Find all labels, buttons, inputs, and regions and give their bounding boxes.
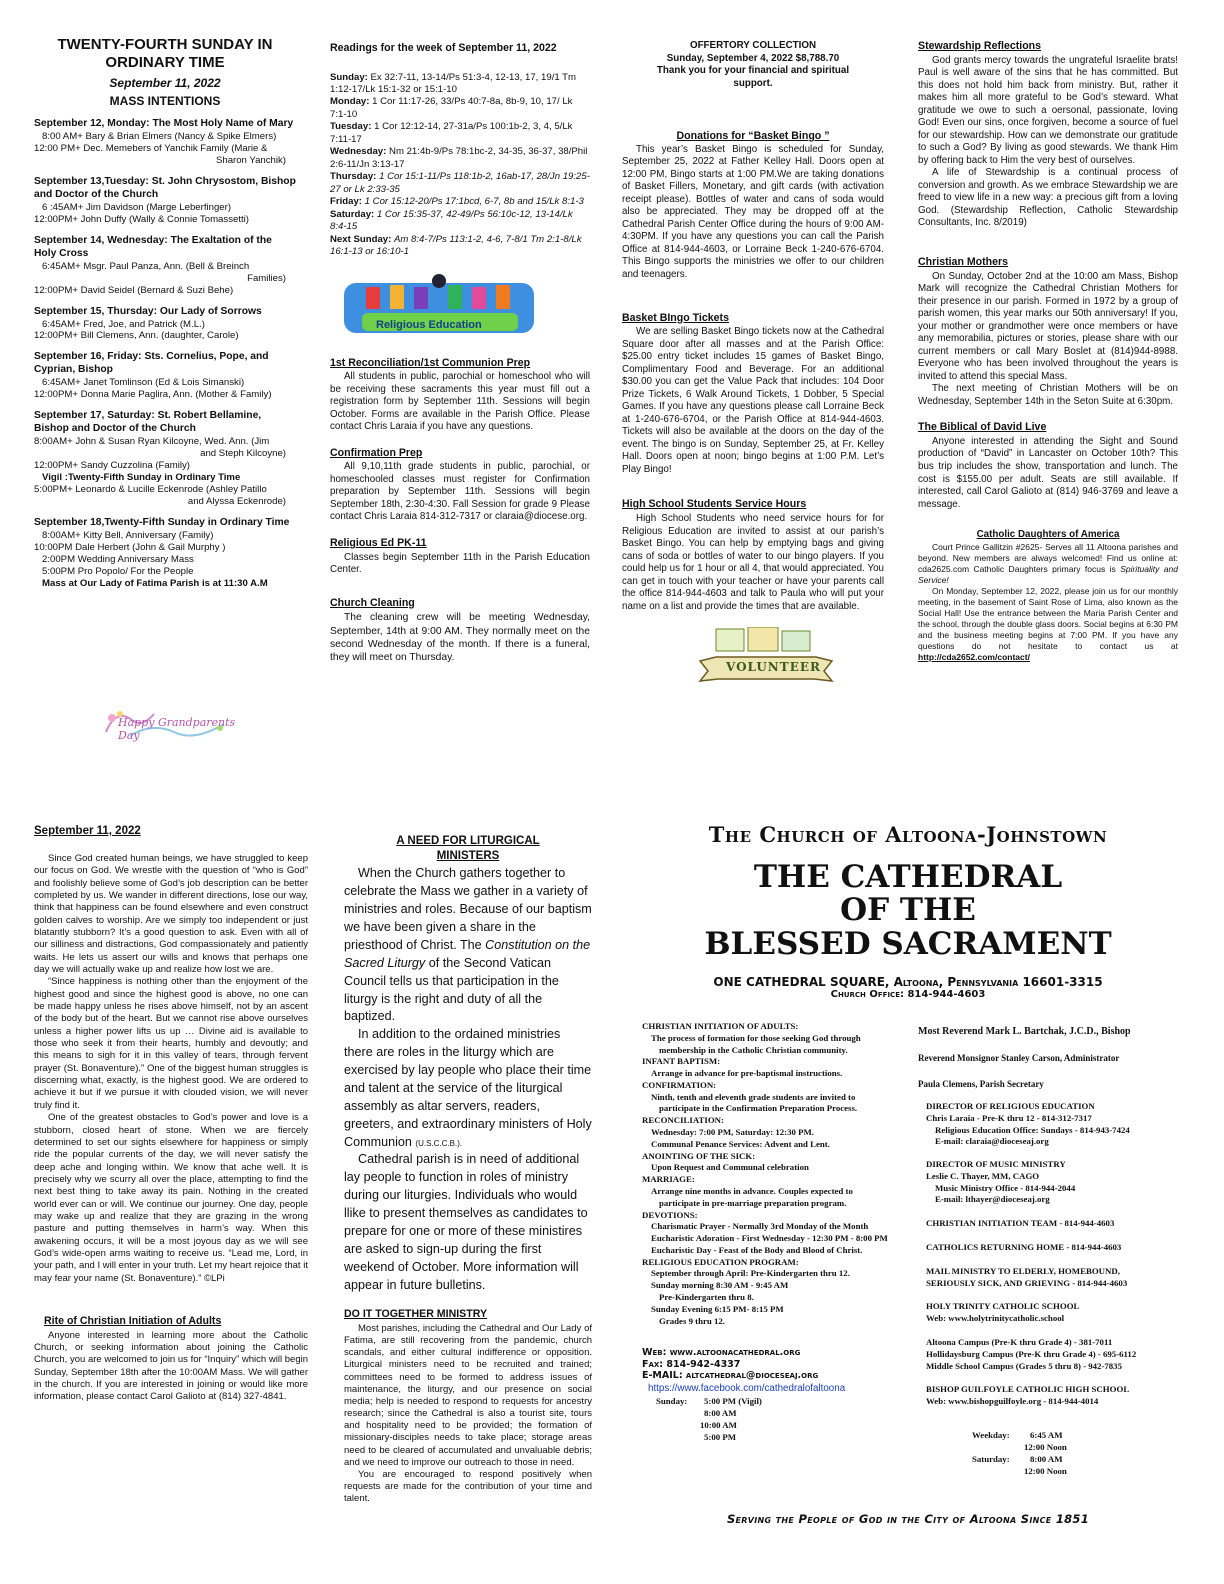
directory-block bbox=[926, 1218, 1208, 1230]
grandparents-day-text: Happy Grandparents Day bbox=[118, 716, 236, 742]
together-body-2: You are encouraged to respond positively when requests are made for the contribution of your time and talent. bbox=[344, 1468, 592, 1505]
liturgical-body-2 bbox=[344, 1026, 592, 1151]
reading-day: Thursday: bbox=[330, 171, 377, 183]
donations-body: This year’s Basket Bingo is scheduled for Sunday, September 25, 2022 at Father Kelley Hall. Doors open at 12:00 PM, Bingo starts at 1:00 PM.We are taking donations of Basket Fillers, Monetary, and gift cards (with activation receipt please). Bottles of water and cans of soda would also be appreciated. They may be dropped off at the Cathedral Parish Center Office during the hours of 9:00 AM-4:30PM. If you have any questions you can call the Parish Office at 814-944-4603, or Lorraine Beck 1-240-676-6704. This Bingo supports the ministries we offer to our children and teenagers. bbox=[622, 143, 884, 280]
secretary-name: Paula Clemens, Parish Secretary bbox=[918, 1079, 1044, 1089]
religious-education-art-text: Religious Education bbox=[376, 318, 482, 331]
sacrament-line: participate in the Confirmation Preparation Process. bbox=[659, 1103, 858, 1114]
sacrament-line: The process of formation for those seeking God through bbox=[651, 1032, 861, 1043]
liturgical-constitution: Constitution on the Sacred Liturgy bbox=[344, 937, 591, 970]
liturgical-body-1c: of the Second Vatican Council tells us that participation in the liturgy is the right and duty of all the baptized. bbox=[344, 955, 559, 1024]
reading-text: 1 Cor 15:1-11/Ps 118:1b-2, 16ab-17, 28/Jn 19:25-27 or Lk 2:33-35 bbox=[330, 171, 590, 195]
sacrament-line: Arrange in advance for pre-baptismal instructions. bbox=[651, 1068, 843, 1079]
offertory-thanks: Thank you for your financial and spiritual bbox=[656, 65, 850, 77]
directory-block bbox=[926, 1337, 1208, 1372]
volunteer-art-text: VOLUNTEER bbox=[726, 660, 821, 675]
intention-heading: September 15, Thursday: Our Lady of Sorrows bbox=[34, 305, 262, 317]
reading-entry bbox=[330, 121, 590, 146]
email-link[interactable]: E-MAIL: altcathedral@dioceseaj.org bbox=[642, 1370, 819, 1382]
reading-day: Tuesday: bbox=[330, 121, 372, 133]
directory-line: Chris Laraia - Pre-K thru 12 - 814-312-7317 bbox=[926, 1112, 1092, 1123]
intention-line: 6:45AM+ Msgr. Paul Panza, Ann. (Bell & Breinch bbox=[42, 260, 250, 272]
liturgical-body-1a: When the Church gathers together to celebrate the Mass we gather in a variety of ministries and roles. Because of our baptism we have been given a share in the priesthood of Christ. The bbox=[344, 866, 592, 952]
fax-number: Fax: 814-942-4337 bbox=[642, 1358, 741, 1370]
intention-block bbox=[34, 176, 296, 226]
reading-entry bbox=[330, 96, 590, 121]
diocese-name: The Church of Altoona-Johnstown bbox=[708, 822, 1108, 847]
directory-line: SERIOUSLY SICK, AND GRIEVING - 814-944-4603 bbox=[926, 1277, 1128, 1288]
intention-heading: September 16, Friday: Sts. Cornelius, Pope, and Cyprian, Bishop bbox=[34, 351, 269, 376]
sacrament-line: participate in pre-marriage preparation program. bbox=[659, 1197, 847, 1208]
intention-line: 6:45AM+ Fred, Joe, and Patrick (M.L.) bbox=[42, 318, 205, 330]
directory-line: Hollidaysburg Campus (Pre-K thru Grade 4) - 695-6112 bbox=[926, 1348, 1137, 1359]
grandparents-day-art bbox=[100, 702, 236, 746]
reflection-heading: September 11, 2022 bbox=[34, 825, 141, 837]
sacrament-line: Charismatic Prayer - Normally 3rd Monday of the Month bbox=[651, 1221, 869, 1232]
directory-line: Music Ministry Office - 814-944-2044 bbox=[935, 1182, 1076, 1193]
together-heading: DO IT TOGETHER MINISTRY bbox=[344, 1308, 488, 1321]
cda-body-2 bbox=[918, 586, 1178, 663]
liturgical-body bbox=[344, 865, 592, 1294]
website-link[interactable]: Web: www.altoonacathedral.org bbox=[642, 1347, 801, 1359]
offertory-thanks-2: support. bbox=[733, 77, 773, 89]
intention-line: 5:00PM+ Leonardo & Lucille Eckenrode (Ashley Patillo bbox=[34, 483, 267, 495]
service-hours-body: High School Students who need service hours for for Religious Education are invited to assist at our parish’s Basket Bingo. You can help by emptying bags and giving cans of soda or bottles of water to our bingo players. If you could help us for 1 hour or all 4, that would appreciated. You can get in touch with your teacher or have your parents call the office 814-944-4603 and talk to Paula who will put your name on a list and provide the times that are available. bbox=[622, 512, 884, 612]
mass-intentions-title: MASS INTENTIONS bbox=[109, 94, 221, 109]
intention-block bbox=[34, 410, 296, 508]
sacrament-line: Pre-Kindergarten thru 8. bbox=[659, 1291, 754, 1302]
intention-line: 10:00PM Dale Herbert (John & Gail Murphy ) bbox=[34, 541, 226, 553]
religious-ed-pk-body: Classes begin September 11th in the Parish Education Center. bbox=[330, 551, 590, 576]
reading-day: Next Sunday: bbox=[330, 233, 392, 245]
saturday-time: 8:00 AM bbox=[1030, 1453, 1063, 1464]
staff-directory bbox=[918, 1026, 1208, 1482]
sacrament-line: Eucharistic Day - Feast of the Body and Blood of Christ. bbox=[651, 1244, 863, 1255]
directory-line: Web: www.holytrinitycatholic.school bbox=[926, 1313, 1065, 1324]
intention-line: 8:00AM+ Kitty Bell, Anniversary (Family) bbox=[42, 529, 214, 541]
stewardship-heading: Stewardship Reflections bbox=[918, 40, 1042, 52]
directory-line: Web: www.bishopguilfoyle.org - 814-944-4014 bbox=[926, 1396, 1099, 1407]
liturgical-heading-1: A NEED FOR LITURGICAL bbox=[396, 835, 540, 847]
intention-line: 12:00PM+ Bill Clemens, Ann. (daughter, Carole) bbox=[34, 330, 239, 342]
reading-entry bbox=[330, 171, 590, 196]
intention-line: 12:00PM+ John Duffy (Wally & Connie Tomassetti) bbox=[34, 213, 249, 225]
sacrament-line: MARRIAGE: bbox=[642, 1174, 695, 1185]
volunteer-art-graphic bbox=[696, 627, 836, 685]
reflection-body-1: Since God created human beings, we have struggled to keep our focus on God. We wrestle with the question of “who is God” and foolishly believe some of God’s job description can be better completed by us. We wander in different directions, lose our way, think that happiness can be found elsewhere and even construct golden calves to worship. Are we simply too independent or just blatantly stubborn? It’s a good question to ask. Even with all of our silliness and distractions, God compassionately and patiently waits. He lets us assert our wills and knows that perhaps one day we will actually wake up and realize how lost we are. bbox=[34, 852, 308, 976]
cathedral-address: ONE CATHEDRAL SQUARE, Altoona, Pennsylvania 16601-3315 bbox=[713, 975, 1103, 990]
directory-line: DIRECTOR OF MUSIC MINISTRY bbox=[926, 1159, 1066, 1170]
reading-entry bbox=[330, 196, 590, 208]
sacrament-line: Eucharistic Adoration - First Wednesday - 12:30 PM - 8:00 PM bbox=[651, 1233, 888, 1244]
directory-line: Religious Education Office: Sundays - 814-943-7424 bbox=[935, 1124, 1130, 1135]
intention-heading: September 12, Monday: The Most Holy Name of Mary bbox=[34, 118, 294, 130]
rcia-body: Anyone interested in learning more about the Catholic Church, or seeking information about joining the Catholic Church, you are welcomed to join us for “Inquiry” which will begin Sunday, September 18th after the 10:00AM Mass. We will gather in the church. If you are interested in joining or would like more information, please contact Carol Galioto at (814) 327-4841. bbox=[34, 1329, 308, 1403]
intention-line: and Steph Kilcoyne) bbox=[200, 447, 286, 459]
sacrament-line: Arrange nine months in advance. Couples expected to bbox=[651, 1185, 853, 1196]
sunday-time: 10:00 AM bbox=[700, 1420, 737, 1431]
sacrament-line: CHRISTIAN INITIATION OF ADULTS: bbox=[642, 1021, 799, 1031]
administrator-name: Reverend Monsignor Stanley Carson, Administrator bbox=[918, 1053, 1120, 1063]
intention-line: 8:00 AM+ Bary & Brian Elmers (Nancy & Spike Elmers) bbox=[42, 131, 277, 143]
weekday-time: 12:00 Noon bbox=[1024, 1441, 1067, 1452]
offertory-column bbox=[622, 40, 884, 685]
intention-block bbox=[34, 118, 296, 167]
intention-line: 12:00PM+ Sandy Cuzzolina (Family) bbox=[34, 459, 190, 471]
service-hours-heading: High School Students Service Hours bbox=[622, 498, 807, 511]
directory-line: DIRECTOR OF RELIGIOUS EDUCATION bbox=[926, 1101, 1095, 1111]
sacrament-line: Ninth, tenth and eleventh grade students are invited to bbox=[651, 1091, 856, 1102]
sacrament-line: Sunday morning 8:30 AM - 9:45 AM bbox=[651, 1280, 789, 1291]
rcia-heading: Rite of Christian Initiation of Adults bbox=[44, 1314, 222, 1327]
stewardship-body-2: A life of Stewardship is a continual process of conversion and growth. As we embrace Stewardship we are freed to view life in a new way: a precious gift from a loving God. (Stewardship Reflection, Catholic Stewardship Consultants, Inc. 8/2019) bbox=[918, 167, 1178, 229]
intention-block bbox=[34, 517, 296, 590]
reading-text: 1 Cor 15:35-37, 42-49/Ps 56:10c-12, 13-14/Lk 8:4-15 bbox=[330, 208, 573, 233]
reading-text: Nm 21:4b-9/Ps 78:1bc-2, 34-35, 36-37, 38/Phil 2:6-11/Jn 3:13-17 bbox=[330, 146, 588, 170]
intention-heading: September 18,Twenty-Fifth Sunday in Ordinary Time bbox=[34, 516, 290, 528]
intention-heading: September 17, Saturday: St. Robert Bellamine, Bishop and Doctor of the Church bbox=[34, 410, 262, 435]
weekday-time: 6:45 AM bbox=[1030, 1429, 1063, 1440]
cathedral-title-1: THE CATHEDRAL bbox=[753, 859, 1063, 895]
reading-day: Wednesday: bbox=[330, 146, 387, 158]
directory-block bbox=[926, 1159, 1208, 1206]
directory-line: HOLY TRINITY CATHOLIC SCHOOL bbox=[926, 1301, 1080, 1312]
reading-entry bbox=[330, 234, 590, 259]
reflection-body-2: “Since happiness is nothing other than the enjoyment of the highest good and since the highest good is above, no one can be made happy unless he rises above himself, not by an ascent of the body but of the heart. But we cannot rise above ourselves unless a higher power lifts us up … Divine aid is available to those who seek it from their hearts, humbly and devoutly; and this means to sigh for it in this valley of tears, through fervent prayer (St. Bonaventure).” One of the biggest human struggles is discerning what, exactly, is the highest good. We are ordered to achieve it but if we pursue it with clouded vision, we will never truly find it. bbox=[34, 976, 308, 1111]
together-body-1: Most parishes, including the Cathedral and Our Lady of Fatima, are still recovering from the pandemic, church scandals, and either cultural indifference or opposition. Liturgical ministers need to be recruited and trained; committees need to be formed to address issues of maintenance, the liturgy, and our presence on social media; help is needed to respond to requests for ancestry research; since the Cathedral is also a tourist site, tours and hospitality need to be provided; the formation of missionary-disciples needs to take place; storage areas need to be cleared of accumulated and unvaluable debris; and we need to improve our outreach to those in need. bbox=[344, 1322, 592, 1468]
stewardship-body-1: God grants mercy towards the ungrateful Israelite brats! Paul is well aware of the sins that he has committed. But this does not hold him back from ministry. But, rather it makes him all more grateful to be God’s steward. What gratitude we owe to such a oersonal, passionate, loving God! Even our sins, once forgiven, become a source of fuel for our stewardship. How can we demonstrate our gratitude to such a God? By living as good stewards. We thank Him by offering back to Him the very best of ourselves. bbox=[918, 54, 1178, 166]
offertory-title: OFFERTORY COLLECTION bbox=[689, 40, 817, 51]
reading-entry bbox=[330, 209, 590, 234]
sacrament-line: Wednesday: 7:00 PM, Saturday: 12:30 PM. bbox=[651, 1127, 814, 1138]
intention-line: 12:00 PM+ Dec. Memebers of Yanchik Family (Marie & bbox=[34, 143, 268, 155]
reading-day: Saturday: bbox=[330, 208, 375, 220]
directory-line: MAIL MINISTRY TO ELDERLY, HOMEBOUND, bbox=[926, 1265, 1120, 1276]
reading-entry bbox=[330, 72, 590, 97]
reading-text: Ex 32:7-11, 13-14/Ps 51:3-4, 12-13, 17, 19/1 Tm 1:12-17/Lk 15:1-32 or 15:1-10 bbox=[330, 71, 577, 96]
volunteer-art bbox=[696, 627, 836, 685]
reading-text: 1 Cor 12:12-14, 27-31a/Ps 100:1b-2, 3, 4, 5/Lk 7:11-17 bbox=[330, 121, 573, 145]
liturgical-column bbox=[344, 834, 592, 1505]
cda-contact-link[interactable]: http://cda2652.com/contact/ bbox=[918, 652, 1030, 663]
readings-column bbox=[330, 42, 590, 665]
sunday-title-line2: ORDINARY TIME bbox=[105, 54, 225, 71]
saturday-label: Saturday: bbox=[972, 1453, 1010, 1464]
sunday-label: Sunday: bbox=[656, 1396, 688, 1407]
intention-line: Mass at Our Lady of Fatima Parish is at 11:30 A.M bbox=[42, 577, 268, 589]
reading-text: 1 Cor 11:17-26, 33/Ps 40:7-8a, 8b-9, 10, 17/ Lk 7:1-10 bbox=[330, 96, 573, 120]
reading-day: Monday: bbox=[330, 96, 370, 108]
intention-line: 6:45AM+ Janet Tomlinson (Ed & Lois Simanski) bbox=[42, 377, 245, 389]
directory-line: E-mail: claraia@dioceseaj.org bbox=[935, 1136, 1049, 1147]
directory-block bbox=[926, 1301, 1208, 1325]
intention-line: 6 :45AM+ Jim Davidson (Marge Leberfinger) bbox=[42, 202, 232, 213]
david-live-body: Anyone interested in attending the Sight and Sound production of “David” in Lancaster on October 10th? This bus trip includes the show, transportation and lunch. The cost is $155.00 per adult. Seats are still available. If interested, call Carol Galioto at (814) 946-3769 and leave a message. bbox=[918, 435, 1178, 510]
intention-line: Vigil :Twenty-Fifth Sunday in Ordinary Time bbox=[42, 471, 241, 483]
directory-line: Middle School Campus (Grades 5 thru 8) - 942-7835 bbox=[926, 1360, 1122, 1371]
religious-ed-pk-heading: Religious Ed PK-11 bbox=[330, 536, 427, 549]
intention-line: Families) bbox=[247, 272, 286, 284]
readings-title: Readings for the week of September 11, 2022 bbox=[330, 42, 557, 54]
sacrament-line: DEVOTIONS: bbox=[642, 1209, 698, 1220]
sacrament-line: Grades 9 thru 12. bbox=[659, 1315, 725, 1326]
sunday-date: September 11, 2022 bbox=[109, 75, 221, 90]
bingo-tickets-body: We are selling Basket Bingo tickets now at the Cathedral Square door after all masses and at the Parish Office: $25.00 entry ticket includes 15 games of Basket Bingo, Complimentary Food and Beverage. For an additional $30.00 you can get the Value Pack that includes: 104 Door Prize Tickets, 6 Walk Around Tickets, 1 Dobber, 5 Special Games. If you have any questions please call Lorraine Beck at 1-240-676-6704, or the Parish Office at 814-944-4603. Tickets will also be available at the doors on the day of the event. The bingo is on Sunday, September 25, at Fr. Kelley Hall. Doors open at noon; bingo begins at 1:00 P.M. Let’s Play Bingo! bbox=[622, 326, 884, 475]
reflection-column bbox=[34, 824, 308, 1404]
intention-line: 12:00PM+ Donna Marie Paglira, Ann. (Mother & Family) bbox=[34, 389, 272, 401]
sacrament-line: Sunday Evening 6:15 PM- 8:15 PM bbox=[651, 1303, 784, 1314]
reflection-body-3: One of the greatest obstacles to God’s power and love is a stubborn, closed heart of stone. When we are fiercely determined to set our sights elsewhere for happiness or simply ride the popular currents of the day, we will never satisfy the deep ache and longing within. We know that ache well. It is precisely why we scurry all over the place, attempting to find the next best thing to take away its pain. Nothing in the created world ever can or will. We continue our journey. One day, people may wake up and realize that they are grazing in the wrong pasture and putting themselves in harm’s way. When this awakening occurs, it will be a most joyous day as we will see God’s wide-open arms waiting to receive us. “Lead me, Lord, in your path, and I will enter in your truth. Let my heart rejoice that it may fear your name (St. Bonaventure).” ©LPi bbox=[34, 1112, 308, 1284]
directory-line: BISHOP GUILFOYLE CATHOLIC HIGH SCHOOL bbox=[926, 1384, 1130, 1395]
offertory-amount: Sunday, September 4, 2022 $8,788.70 bbox=[666, 52, 840, 64]
christian-mothers-body-1: On Sunday, October 2nd at the 10:00 am Mass, Bishop Mark will recognize the Cathedral Christian Mothers for their presence in our parish. Formed in 1972 by a group of parish women, this year marks our 50th anniversary! If you, your mother or grandmother were once members or have any memorabilia, pictures or stories, please share with our current members or call Mary Boslet at (814)944-8988. Everyone who has been involved throughout the years is invited to attend this special Mass. bbox=[918, 270, 1178, 382]
reconciliation-heading: 1st Reconciliation/1st Communion Prep bbox=[330, 356, 531, 369]
intention-line: 2:00PM Wedding Anniversary Mass bbox=[42, 553, 194, 565]
reading-day: Sunday: bbox=[330, 71, 368, 83]
reconciliation-body: All students in public, parochial or homeschool who will be receiving these sacraments this year must fill out a registration form by September 11th. Sessions will begin October. Forms are available in the Parish Office. Please contact Chris Laraia if you have any questions. bbox=[330, 371, 590, 433]
sacrament-line: RECONCILIATION: bbox=[642, 1115, 724, 1126]
intention-heading: September 13,Tuesday: St. John Chrysostom, Bishop and Doctor of the Church bbox=[34, 176, 296, 201]
intention-line: 12:00PM+ David Seidel (Bernard & Suzi Behe) bbox=[34, 284, 234, 296]
intention-line: Sharon Yanchik) bbox=[215, 155, 286, 167]
intention-block bbox=[34, 306, 296, 343]
bishop-name: Most Reverend Mark L. Bartchak, J.C.D., Bishop bbox=[918, 1026, 1131, 1037]
directory-block bbox=[926, 1384, 1208, 1408]
intention-block bbox=[34, 235, 296, 297]
sacrament-line: INFANT BAPTISM: bbox=[642, 1056, 721, 1067]
directory-line: Altoona Campus (Pre-K thru Grade 4) - 381-7011 bbox=[926, 1336, 1113, 1347]
weekday-mass-times bbox=[918, 1430, 1208, 1482]
intention-line: 5:00PM Pro Popolo/ For the People bbox=[42, 565, 194, 577]
stewardship-column bbox=[918, 40, 1178, 663]
sunday-time: 5:00 PM (Vigil) bbox=[704, 1396, 762, 1407]
sunday-time: 8:00 AM bbox=[704, 1408, 737, 1419]
cda-focus: Spirituality and Service! bbox=[918, 563, 1178, 585]
religious-education-art bbox=[344, 273, 534, 337]
directory-line: E-mail: lthayer@dioceseaj.org bbox=[935, 1194, 1050, 1205]
footer-tagline: Serving the People of God in the City of Altoona Since 1851 bbox=[726, 1512, 1090, 1526]
liturgical-body-2a: In addition to the ordained ministries there are roles in the liturgy which are exercised by lay people who place their time and talent at the service of the liturgical assembly as altar servers, readers, greeters, and extraordinary ministers of Holy Communion bbox=[344, 1027, 592, 1149]
cda-body-2-text: On Monday, September 12, 2022, please join us for our monthly meeting, in the basement of Saint Rose of Lima, also known as the Social Hall! Use the entrance between the Maria Parish Center and the school, through the double glass doors. Social begins at 6:30 PM and the business meeting begins at 7:00 PM. If you have any questions do not hesitate to contact us at bbox=[918, 585, 1178, 652]
sacrament-line: September through April: Pre-Kindergarten thru 12. bbox=[651, 1268, 850, 1279]
directory-line: Leslie C. Thayer, MM, CAGO bbox=[926, 1170, 1040, 1181]
donations-heading: Donations for “Basket Bingo ” bbox=[676, 130, 830, 143]
sunday-mass-times bbox=[642, 1396, 912, 1454]
directory-block bbox=[926, 1242, 1208, 1254]
sacrament-line: ANOINTING OF THE SICK: bbox=[642, 1150, 756, 1161]
liturgical-usccb: (U.S.C.C.B.). bbox=[415, 1138, 463, 1148]
liturgical-body-1 bbox=[344, 865, 592, 1026]
church-office-phone: Church Office: 814-944-4603 bbox=[830, 989, 986, 1001]
sacrament-line: Communal Penance Services: Advent and Lent. bbox=[651, 1138, 830, 1149]
bingo-tickets-heading: Basket BIngo Tickets bbox=[622, 311, 729, 324]
facebook-link[interactable]: https://www.facebook.com/cathedralofaltoona bbox=[648, 1383, 846, 1395]
reading-text: 1 Cor 15:12-20/Ps 17:1bcd, 6-7, 8b and 15/Lk 8:1-3 bbox=[364, 196, 584, 208]
cathedral-title-3: BLESSED SACRAMENT bbox=[704, 925, 1112, 962]
cathedral-title-2: OF THE bbox=[840, 892, 976, 929]
weekday-label: Weekday: bbox=[972, 1429, 1010, 1440]
intention-heading: September 14, Wednesday: The Exaltation of the Holy Cross bbox=[34, 234, 272, 259]
intention-line: and Alyssa Eckenrode) bbox=[187, 495, 286, 507]
directory-block bbox=[926, 1101, 1208, 1148]
sunday-time: 5:00 PM bbox=[704, 1432, 737, 1443]
confirmation-heading: Confirmation Prep bbox=[330, 446, 423, 459]
confirmation-body: All 9,10,11th grade students in public, parochial, or homeschooled classes must register for Confirmation preparation by September 11th. Sessions will begin September 18th, 2:30-4:30. Fall Session for grade 9 Please contact Chris Laraia 814-312-7317 or claraia@diocese.org. bbox=[330, 461, 590, 523]
sacrament-line: CONFIRMATION: bbox=[642, 1079, 717, 1090]
sacrament-line: Upon Request and Communal celebration bbox=[651, 1162, 809, 1173]
sacrament-line: membership in the Catholic Christian community. bbox=[659, 1044, 848, 1055]
church-cleaning-heading: Church Cleaning bbox=[330, 596, 415, 609]
saturday-time: 12:00 Noon bbox=[1024, 1465, 1067, 1476]
david-live-heading: The Biblical of David Live bbox=[918, 421, 1047, 434]
christian-mothers-body-2: The next meeting of Christian Mothers will be on Wednesday, September 14th in the Seton Suite at 6:30pm. bbox=[918, 383, 1178, 407]
liturgical-heading-2: MINISTERS bbox=[436, 849, 500, 862]
intention-line: 8:00AM+ John & Susan Ryan Kilcoyne, Wed. Ann. (Jim bbox=[34, 435, 270, 447]
sacraments-list bbox=[642, 1021, 912, 1454]
liturgical-body-3: Cathedral parish is in need of additional lay people to function in roles of ministry during our liturgies. Individuals who would llike to present themselves as candidates to prepare for one or more of these ministires are asked to sign-up during the first weekend of October. More information will appear in future bulletins. bbox=[344, 1152, 588, 1292]
reading-entry bbox=[330, 146, 590, 171]
sacrament-line: RELIGIOUS EDUCATION PROGRAM: bbox=[642, 1256, 799, 1267]
mass-intentions-column bbox=[34, 36, 296, 590]
christian-mothers-heading: Christian Mothers bbox=[918, 255, 1009, 268]
directory-line: CHRISTIAN INITIATION TEAM - 814-944-4603 bbox=[926, 1218, 1115, 1229]
church-cleaning-body: The cleaning crew will be meeting Wednesday, September, 14th at 9:00 AM. They normally meet on the second Wednesday of the month. If there is a funeral, they will meet on Thursday. bbox=[330, 612, 590, 664]
cda-heading: Catholic Daughters of America bbox=[976, 529, 1120, 541]
cda-body-1-text: Court Prince Gallitzin #2625- Serves all 11 Altoona parishes and beyond. New members are always welcomed! Find us online at: cda2625.com Catholic Daughters primary focus is bbox=[918, 541, 1178, 574]
intention-block bbox=[34, 351, 296, 401]
reading-text: Am 8:4-7/Ps 113:1-2, 4-6, 7-8/1 Tm 2:1-8/Lk 16:1-13 or 16:10-1 bbox=[330, 233, 582, 258]
sunday-title-line1: TWENTY-FOURTH SUNDAY IN bbox=[57, 36, 273, 53]
masthead bbox=[620, 822, 1196, 1000]
directory-block bbox=[926, 1266, 1208, 1290]
reading-day: Friday: bbox=[330, 196, 362, 208]
directory-line: CATHOLICS RETURNING HOME - 814-944-4603 bbox=[926, 1242, 1122, 1253]
cda-body-1 bbox=[918, 542, 1178, 586]
